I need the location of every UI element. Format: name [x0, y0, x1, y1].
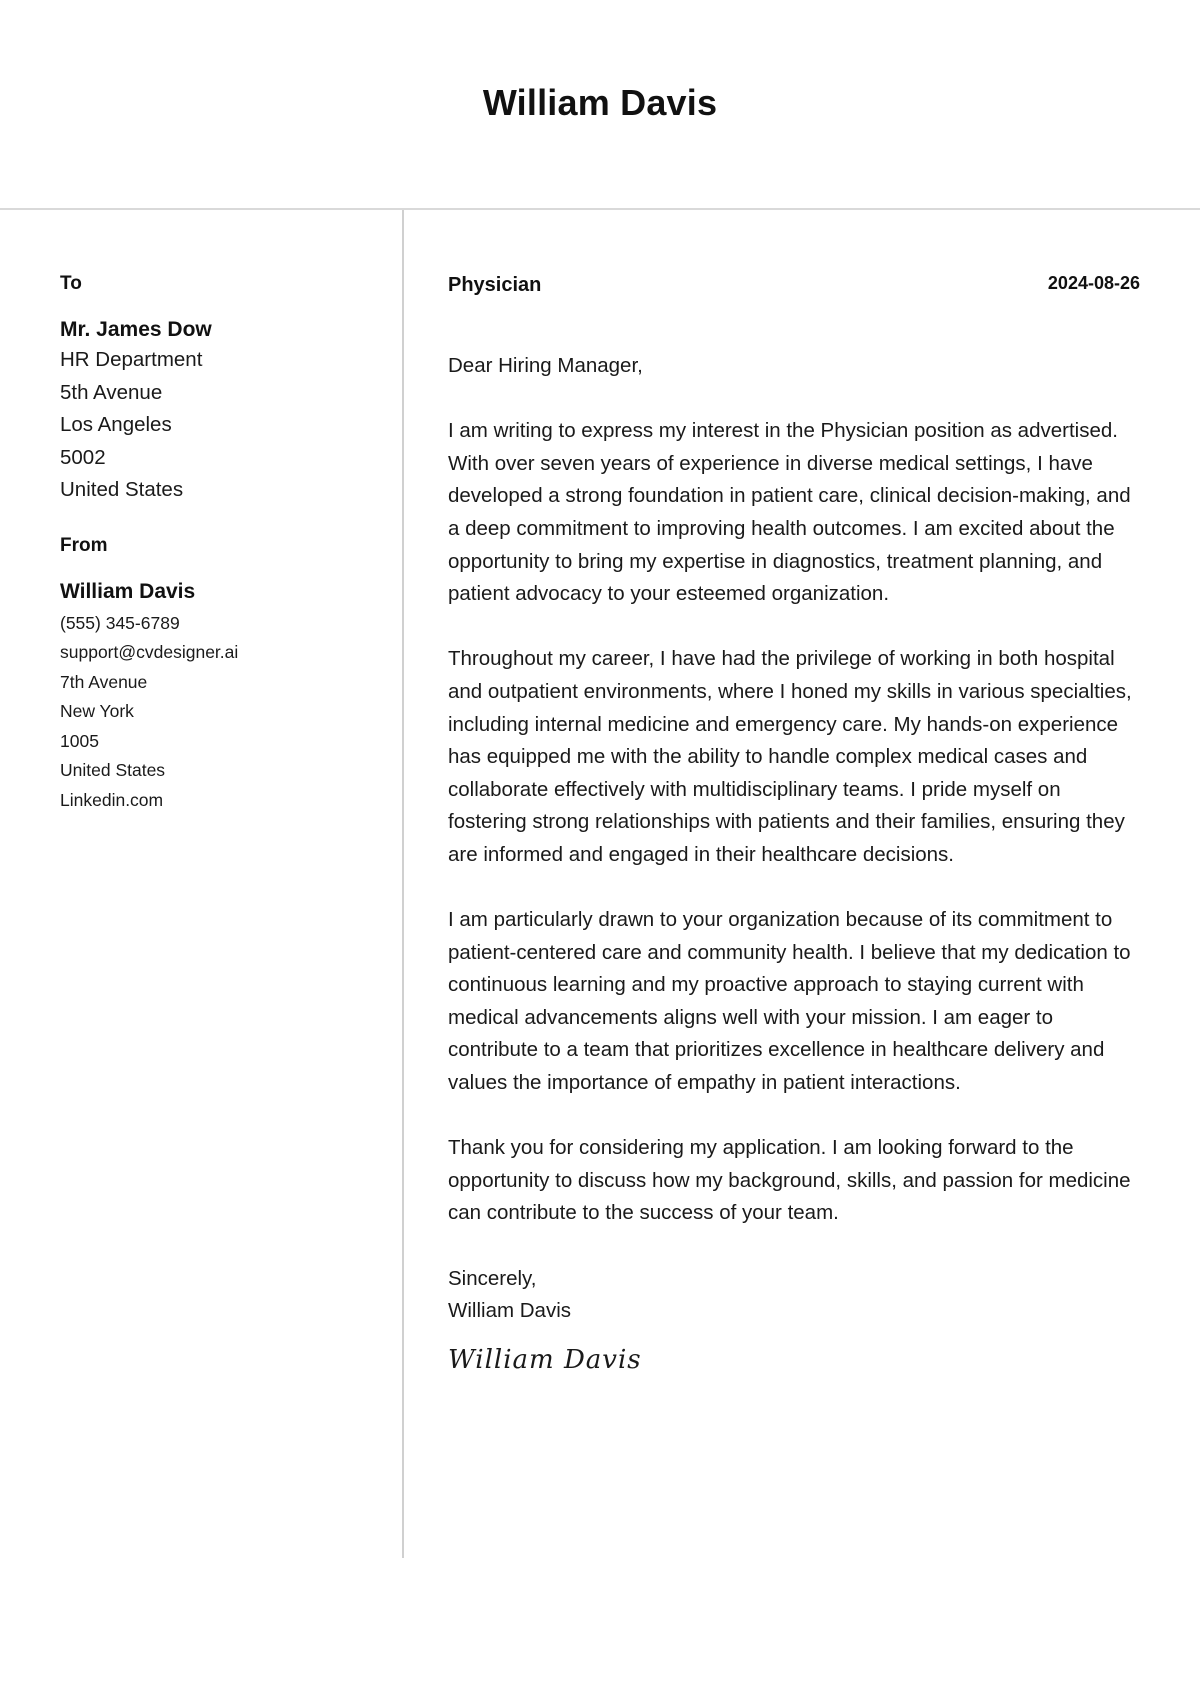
- signature: William Davis: [448, 1344, 642, 1375]
- letter-paragraph: Throughout my career, I have had the privilege of working in both hospital and outpatient environments, where I honed my skills in various specialties, including internal medicine and emergency care. My hands-on experience has equipped me with the ability to handle complex medical cases and collaborate effectively with multidisciplinary teams. I pride myself on fostering strong relationships with patients and their families, ensuring they are informed and engaged in their healthcare decisions.: [448, 647, 1132, 866]
- recipient-city: Los Angeles: [60, 413, 172, 436]
- sender-phone: (555) 345-6789: [60, 612, 180, 633]
- letter-body: [448, 350, 1140, 1378]
- letter-paragraph: I am particularly drawn to your organization because of its commitment to patient-centered care and community health. I believe that my dedication to continuous learning and my proactive approach to staying current with medical advancements aligns well with your mission. I am eager to contribute to a team that prioritizes excellence in healthcare delivery and values the importance of empathy in patient interactions.: [448, 908, 1131, 1095]
- recipient-department: HR Department: [60, 348, 203, 371]
- letter-paragraph: I am writing to express my interest in the Physician position as advertised. With over seven years of experience in diverse medical settings, I have developed a strong foundation in patient care, clinical decision-making, and a deep commitment to improving health outcomes. I am excited about the opportunity to bring my expertise in diagnostics, treatment planning, and patient advocacy to your esteemed organization.: [448, 419, 1131, 606]
- closing: Sincerely,: [448, 1266, 537, 1290]
- page-title: William Davis: [482, 82, 718, 123]
- sender-name: William Davis: [60, 579, 196, 603]
- recipient-street: 5th Avenue: [60, 380, 163, 404]
- letter-paragraph: Thank you for considering my application. I am looking forward to the opportunity to discuss how my background, skills, and passion for medicine can contribute to the success of your team.: [448, 1136, 1131, 1225]
- sender-zip: 1005: [60, 730, 99, 751]
- column-divider: [402, 210, 404, 1558]
- letter-content: [448, 271, 1140, 1378]
- sender-email: support@cvdesigner.ai: [60, 642, 239, 662]
- closing-name: William Davis: [448, 1299, 571, 1323]
- recipient-heading: To: [60, 273, 82, 294]
- header-divider: [0, 208, 1200, 210]
- recipient-country: United States: [60, 478, 184, 501]
- sender-street: 7th Avenue: [60, 671, 148, 692]
- sidebar: [60, 271, 380, 815]
- sender-city: New York: [60, 701, 134, 721]
- letter-date: 2024-08-26: [1047, 273, 1140, 293]
- sender-website: Linkedin.com: [60, 789, 164, 810]
- salutation: Dear Hiring Manager,: [448, 354, 643, 377]
- sender-heading: From: [60, 534, 108, 556]
- sender-country: United States: [60, 760, 166, 780]
- recipient-zip: 5002: [60, 445, 106, 469]
- job-title: Physician: [448, 274, 542, 296]
- recipient-name: Mr. James Dow: [60, 318, 212, 341]
